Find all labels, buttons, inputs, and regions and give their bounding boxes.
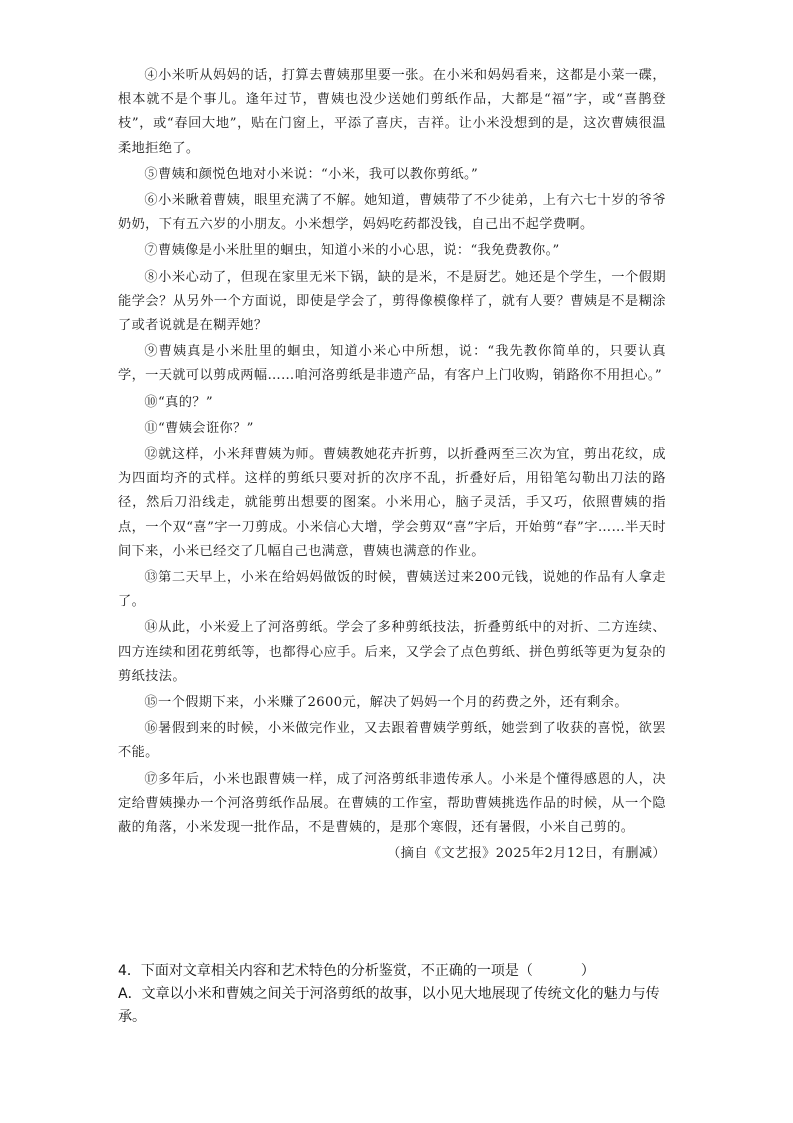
paragraph-5-text: 曹姨和颜悦色地对小米说：“小米，我可以教你剪纸。” [157,166,479,182]
question-stem [118,960,678,983]
question-4 [118,960,678,1029]
paragraph-9: ⑨曹姨真是小米肚里的蛔虫，知道小米心中所想，说：“我先教你简单的，只要认真学，一天就可以剪成两幅……咱河洛剪纸是非遗产品，有客户上门收购，销路你不用担心。” [118,344,666,384]
question-stem-end: ） [580,963,595,979]
paragraph-4: ④小米听从妈妈的话，打算去曹姨那里要一张。在小米和妈妈看来，这都是小菜一碟，根本就不是个事儿。逢年过节，曹姨也没少送她们剪纸作品，大都是“福”字，或“喜鹊登枝”，或“春回大地”，贴在门窗上，平添了喜庆，吉祥。让小米没想到的是，这次曹姨很温柔地拒绝了。 [118,68,666,156]
paragraph-14: ⑭从此，小米爱上了河洛剪纸。学会了多种剪纸技法，折叠剪纸中的对折、二方连续、四方连续和团花剪纸等，也都得心应手。后来，又学会了点色剪纸、拼色剪纸等更为复杂的剪纸技法。 [118,620,666,684]
story-text [118,64,666,869]
paragraph-16: ⑯暑假到来的时候，小米做完作业，又去跟着曹姨学剪纸，她尝到了收获的喜悦，欲罢不能。 [118,721,666,761]
question-stem-text: 4．下面对文章相关内容和艺术特色的分析鉴赏，不正确的一项是（ [118,963,533,979]
paragraph-12: ⑫就这样，小米拜曹姨为师。曹姨教她花卉折剪，以折叠两至三次为宜，剪出花纹，成为四面均齐的式样。这样的剪纸只要对折的次序不乱，折叠好后，用铅笔勾勒出刀法的路径，然后刀沿线走，就能剪出想要的图案。小米用心，脑子灵活，手又巧，依照曹姨的指点，一个双“喜”字一刀剪成。小米信心大增，学会剪双“喜”字后，开始剪“春”字……半天时间下来，小米已经交了几幅自己也满意，曹姨也满意的作业。 [118,447,666,559]
paragraph-17: ⑰多年后，小米也跟曹姨一样，成了河洛剪纸非遗传承人。小米是个懂得感恩的人，决定给曹姨操办一个河洛剪纸作品展。在曹姨的工作室，帮助曹姨挑选作品的时候，从一个隐蔽的角落，小米发现一批作品，不是曹姨的，是那个寒假，还有暑假，小米自己剪的。 [118,771,666,836]
paragraph-8: ⑧小米心动了，但现在家里无米下锅，缺的是米，不是厨艺。她还是个学生，一个假期能学会？从另外一个方面说，即使是学会了，剪得像模像样了，就有人要？曹姨是不是糊涂了或者说就是在糊弄她？ [118,269,666,334]
paragraph-15: ⑮一个假期下来，小米赚了2600元，解决了妈妈一个月的药费之外，还有剩余。 [144,695,628,711]
option-a: A．文章以小米和曹姨之间关于河洛剪纸的故事，以小见大地展现了传统文化的魅力与传承。 [118,986,660,1025]
paragraph-5 [118,163,666,187]
source-citation: （摘自《文艺报》2025年2月12日，有删减） [387,846,666,862]
paragraph-7: ⑦曹姨像是小米肚里的蛔虫，知道小米的小心思，说：“我免费教你。” [144,243,560,259]
paragraph-10: ⑩“真的？” [144,394,214,410]
paragraph-13: ⑬第二天早上，小米在给妈妈做饭的时候，曹姨送过来200元钱，说她的作品有人拿走了。 [118,570,666,610]
paragraph-5-marker: ⑤ [144,166,158,182]
paragraph-6: ⑥小米瞅着曹姨，眼里充满了不解。她知道，曹姨带了不少徒弟，上有六七十岁的爷爷奶奶，下有五六岁的小朋友。小米想学，妈妈吃药都没钱，自己出不起学费啊。 [118,193,666,233]
paragraph-11: ⑪“曹姨会诳你？” [144,420,254,436]
